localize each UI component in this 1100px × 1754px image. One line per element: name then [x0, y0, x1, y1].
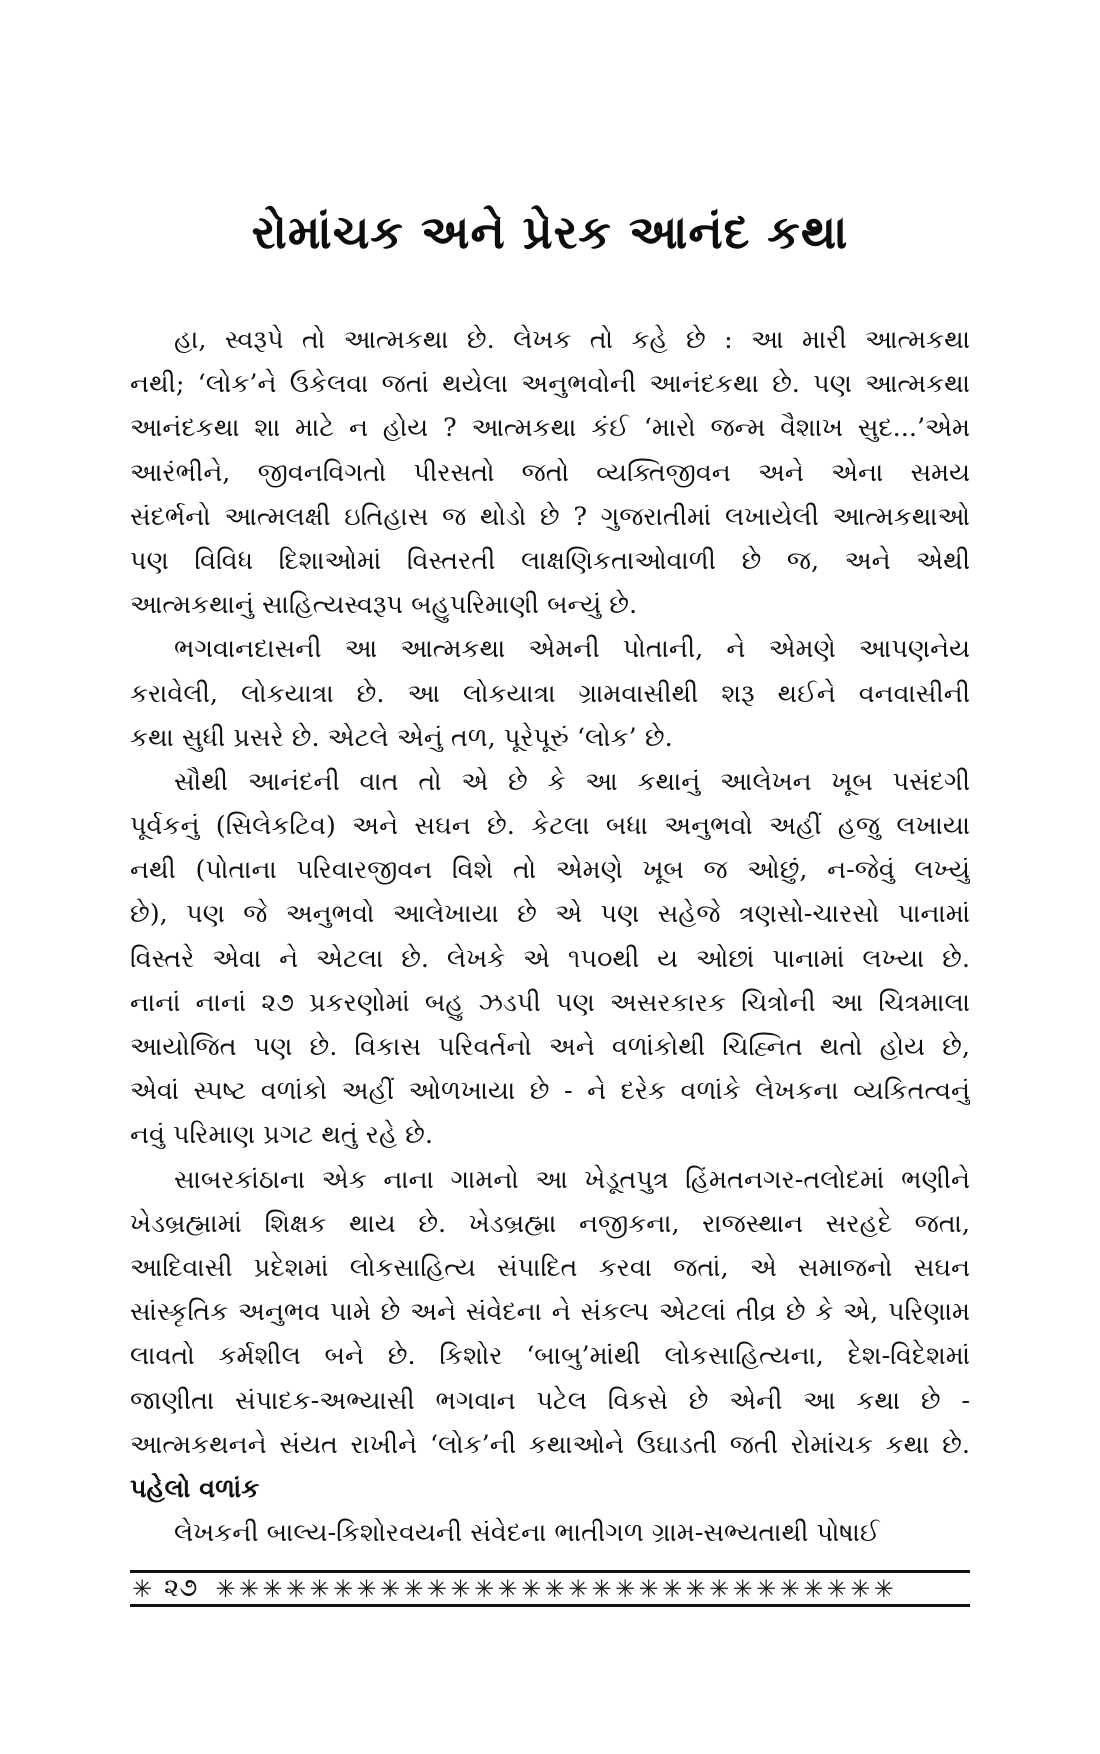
footer-rule-bottom [130, 1604, 970, 1607]
text-line-9: કરાવેલી, લોકયાત્રા છે. આ લોકયાત્રા ગ્રામવાસીથી શરૂ થઈને વનવાસીની [130, 678, 970, 709]
footer-row [130, 1573, 970, 1604]
body-text [130, 318, 970, 1555]
text-line-3: આનંદકથા શા માટે ન હોય ? આત્મકથા કંઈ ‘મારો જન્મ વૈશાખ સુદ...’એમ [130, 413, 970, 444]
page-footer [130, 1570, 970, 1610]
text-line-10: કથા સુધી પ્રસરે છે. એટલે એનું તળ, પૂરેપૂરું ‘લોક’ છે. [130, 722, 673, 753]
text-line-13: નથી (પોતાના પરિવારજીવન વિશે તો એમણે ખૂબ જ ઓછું, ન-જેવું લખ્યું [130, 855, 970, 886]
text-line-24: લાવતો કર્મશીલ બને છે. કિશોર ‘બાબુ’માંથી લોકસાહિત્યના, દેશ-વિદેશમાં [130, 1341, 970, 1372]
text-line-11: સૌથી આનંદની વાત તો એ છે કે આ કથાનું આલેખન ખૂબ પસંદગી [174, 766, 970, 797]
text-line-12: પૂર્વકનું (સિલેકટિવ) અને સઘન છે. કેટલા બધા અનુભવો અહીં હજુ લખાયા [130, 811, 970, 842]
text-line-23: સાંસ્કૃતિક અનુભવ પામે છે અને સંવેદના ને સંકલ્પ એટલાં તીવ્ર છે કે એ, પરિણામ [130, 1297, 970, 1328]
star-icon: ✳ [131, 1574, 153, 1603]
page-title: રોમાંચક અને પ્રેરક આનંદ કથા [251, 205, 849, 259]
text-line-18: એવાં સ્પષ્ટ વળાંકો અહીં ઓળખાયા છે - ને દરેક વળાંકે લેખકના વ્યકિતત્વનું [130, 1076, 970, 1107]
text-line-25: જાણીતા સંપાદક-અભ્યાસી ભગવાન પટેલ વિકસે છે એની આ કથા છે - [130, 1385, 970, 1416]
text-line-8: ભગવાનદાસની આ આત્મકથા એમની પોતાની, ને એમણે આપણનેય [174, 634, 970, 665]
text-line-4: આરંભીને, જીવનવિગતો પીરસતો જતો વ્યક્તિજીવન અને એના સમય [130, 457, 970, 488]
text-line-1: હા, સ્વરૂપે તો આત્મકથા છે. લેખક તો કહે છે : આ મારી આત્મકથા [174, 325, 970, 355]
text-line-2: નથી; ‘લોક’ને ઉકેલવા જતાં થયેલા અનુભવોની આનંદકથા છે. પણ આત્મકથા [130, 369, 970, 400]
text-line-28: લેખકની બાલ્ય-કિશોરવયની સંવેદના ભાતીગળ ગ્રામ-સભ્યતાથી પોષાઈ [174, 1518, 880, 1549]
text-line-7: આત્મકથાનું સાહિત્યસ્વરૂપ બહુપરિમાણી બન્યું છે. [130, 590, 638, 621]
text-line-14: છે), પણ જે અનુભવો આલેખાયા છે એ પણ સહેજે ત્રણસો-ચારસો પાનામાં [130, 899, 970, 930]
text-line-22: આદિવાસી પ્રદેશમાં લોકસાહિત્ય સંપાદિત કરવા જતાં, એ સમાજનો સઘન [130, 1252, 970, 1283]
page-number: ૨૭ [164, 1573, 198, 1603]
text-line-17: આયોજિત પણ છે. વિકાસ પરિવર્તનો અને વળાંકોથી ચિહ્નિત થતો હોય છે, [130, 1032, 970, 1062]
text-line-16: નાનાં નાનાં ૨૭ પ્રકરણોમાં બહુ ઝડપી પણ અસરકારક ચિત્રોની આ ચિત્રમાલા [130, 987, 970, 1018]
section-heading: પહેલો વળાંક [130, 1473, 260, 1504]
star-ornament-strip: ✳✳✳✳✳✳✳✳✳✳✳✳✳✳✳✳✳✳✳✳✳✳✳✳✳✳✳✳✳ [215, 1574, 898, 1603]
text-line-15: વિસ્તરે એવા ને એટલા છે. લેખકે એ ૧૫૦થી ય ઓછાં પાનામાં લખ્યા છે. [130, 943, 970, 974]
text-line-19: નવું પરિમાણ પ્રગટ થતું રહે છે. [130, 1120, 433, 1151]
text-line-21: ખેડબ્રહ્મામાં શિક્ષક થાય છે. ખેડબ્રહ્મા નજીકના, રાજસ્થાન સરહદે જતા, [130, 1208, 970, 1239]
text-line-20: સાબરકાંઠાના એક નાના ગામનો આ ખેડૂતપુત્ર હિંમતનગર-તલોદમાં ભણીને [174, 1164, 970, 1195]
text-line-5: સંદર્ભનો આત્મલક્ષી ઇતિહાસ જ થોડો છે ? ગુજરાતીમાં લખાયેલી આત્મકથાઓ [130, 501, 970, 532]
text-line-26: આત્મકથનને સંયત રાખીને ‘લોક’ની કથાઓને ઉઘાડતી જતી રોમાંચક કથા છે. [130, 1429, 970, 1460]
text-line-6: પણ વિવિધ દિશાઓમાં વિસ્તરતી લાક્ષણિકતાઓવાળી છે જ, અને એથી [130, 545, 970, 576]
